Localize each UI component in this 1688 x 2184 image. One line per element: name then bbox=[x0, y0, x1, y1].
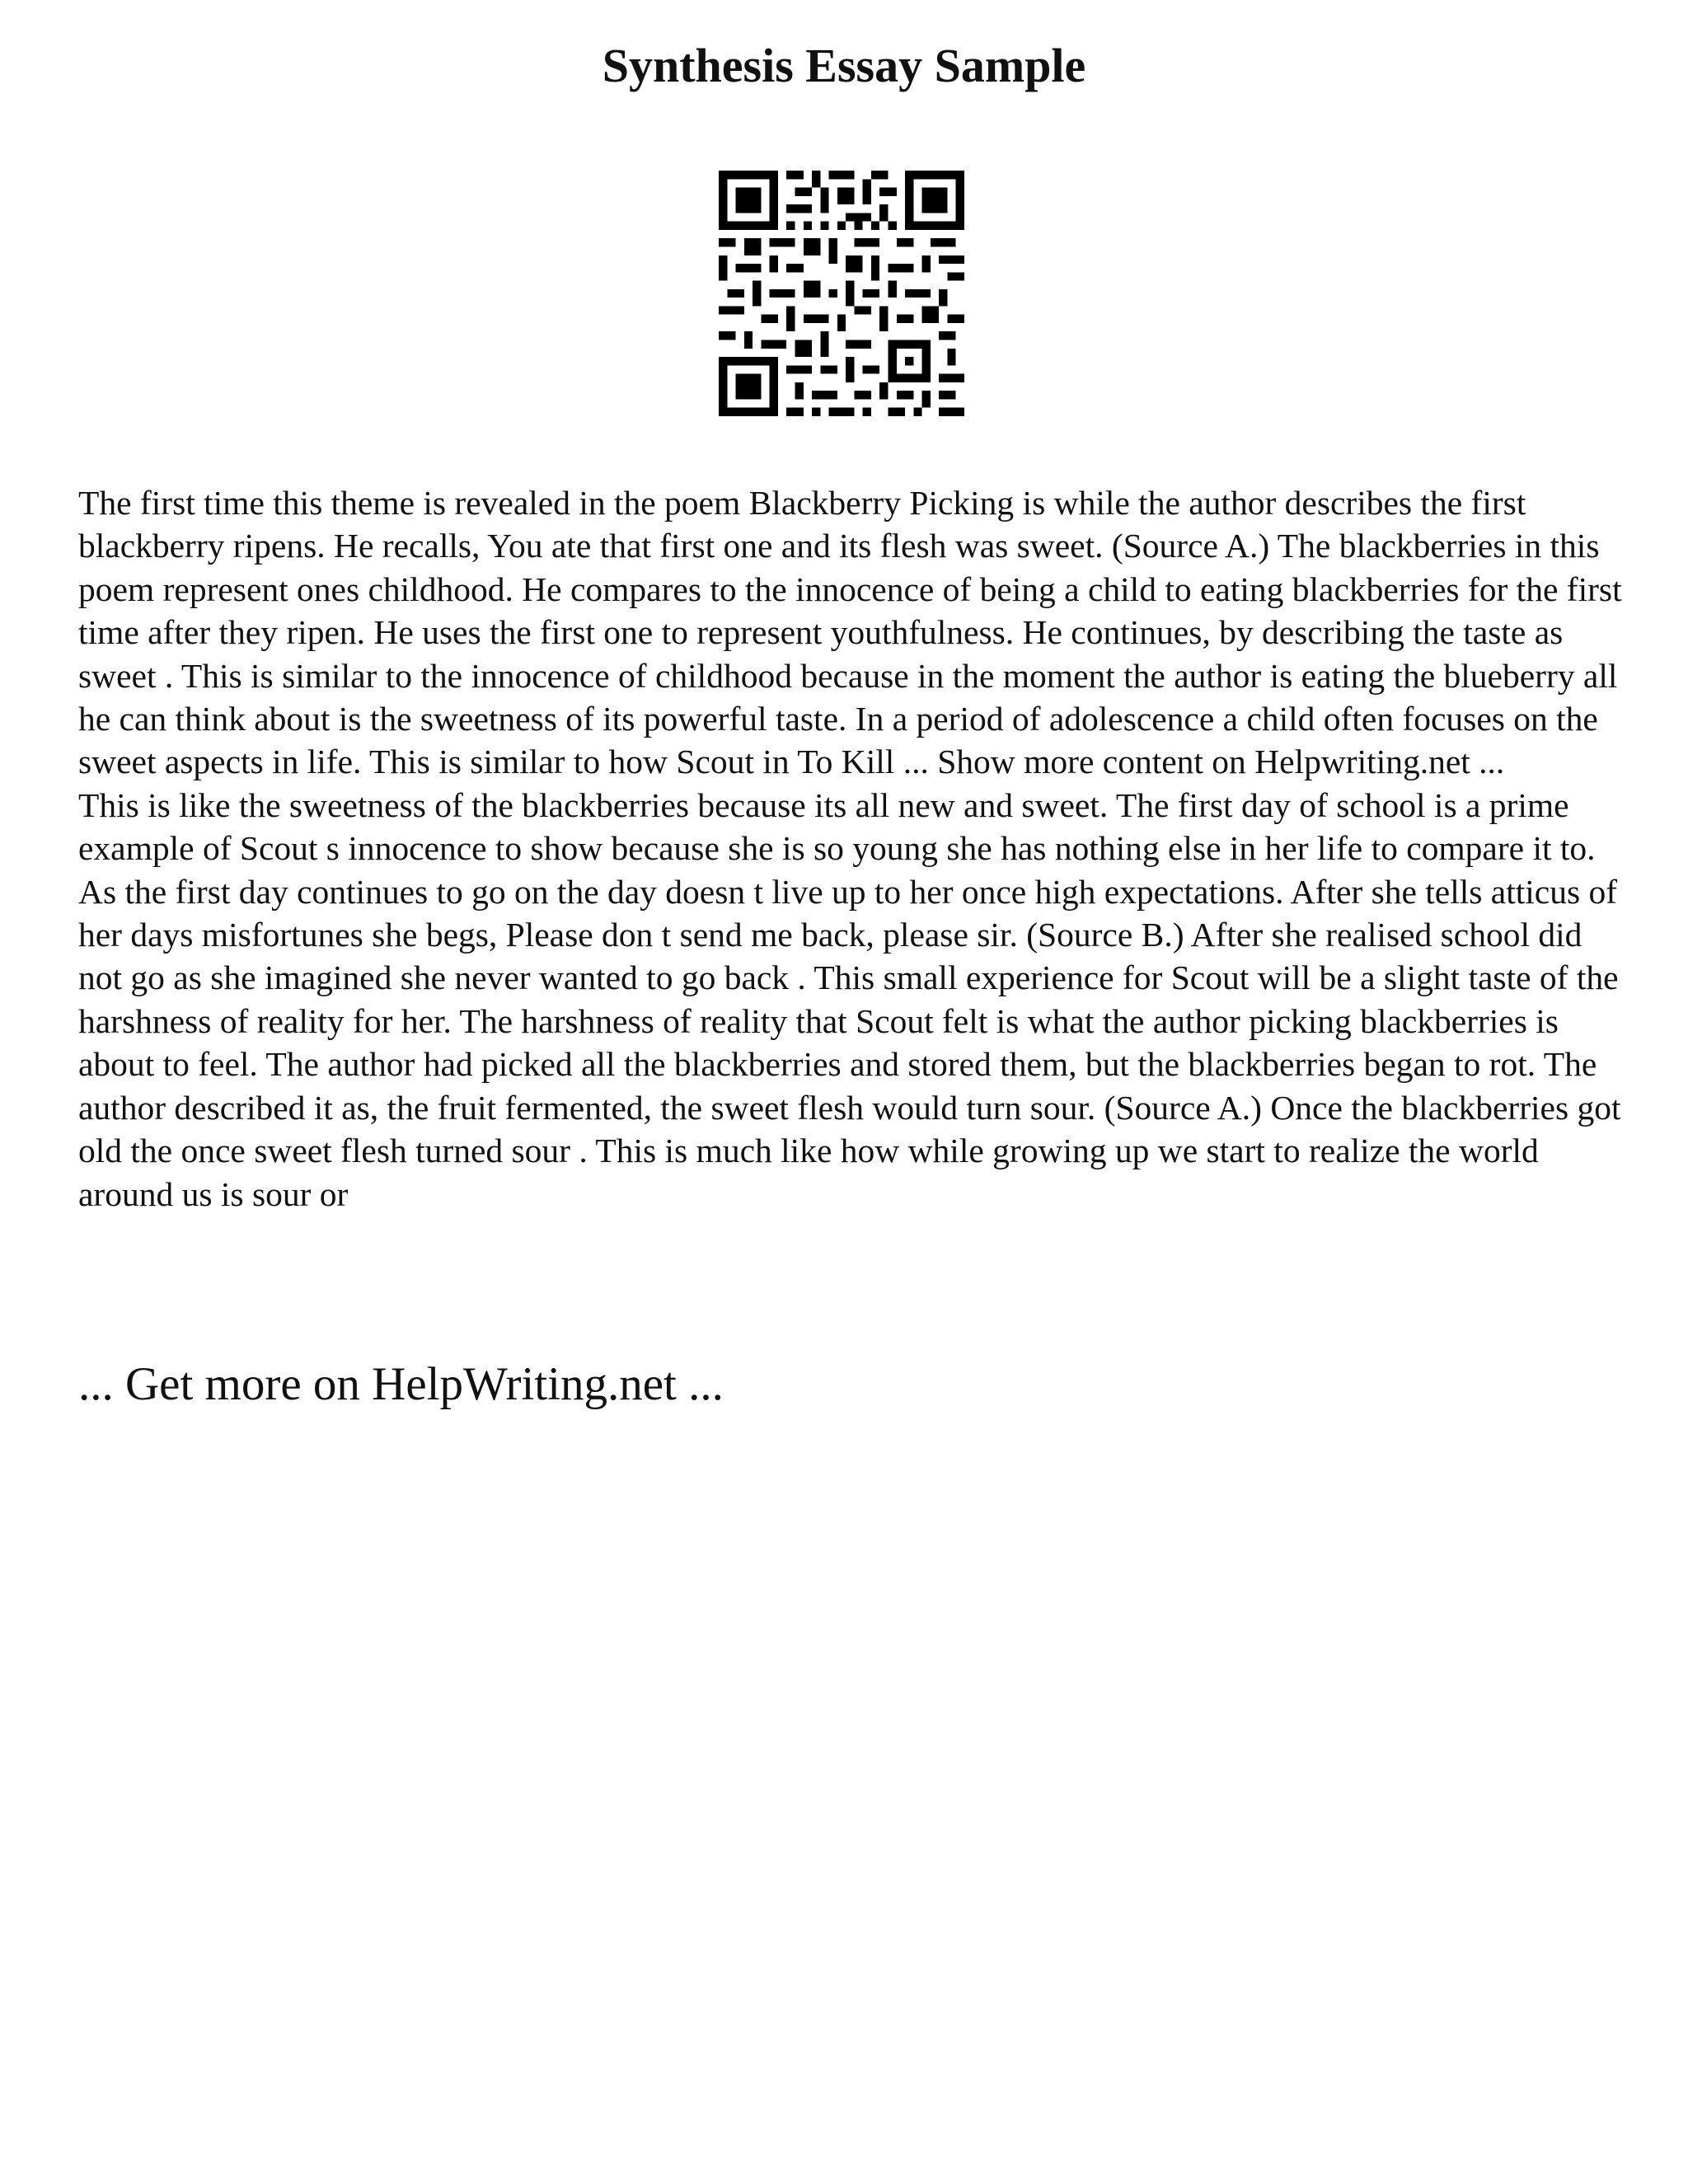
essay-body bbox=[78, 481, 1628, 1216]
qr-code-icon[interactable] bbox=[719, 171, 964, 416]
essay-paragraph: This is like the sweetness of the blackberries because its all new and sweet. The first day of school is a prime example of Scout s innocence to show because she is so young she has nothing else in her life to compare it to. As the first day continues to go on the day doesn t live up to her once high expectations. After she tells atticus of her days misfortunes she begs, Please don t send me back, please sir. (Source B.) After she realised school did not go as she imagined she never wanted to go back . This small experience for Scout will be a slight taste of the harshness of reality for her. The harshness of reality that Scout felt is what the author picking blackberries is about to feel. The author had picked all the blackberries and stored them, but the blackberries began to rot. The author described it as, the fruit fermented, the sweet flesh would turn sour. (Source A.) Once the blackberries got old the once sweet flesh turned sour . This is much like how while growing up we start to realize the world around us is sour or bbox=[78, 785, 1621, 1213]
essay-paragraph: The first time this theme is revealed in the poem Blackberry Picking is while the author describes the first blackberry ripens. He recalls, You ate that first one and its flesh was sweet. (Source A.) The blackberries in this poem represent ones childhood. He compares to the innocence of being a child to eating blackberries for the first time after they ripen. He uses the first one to represent youthfulness. He continues, by describing the taste as sweet . This is similar to the innocence of childhood because in the moment the author is eating the blueberry all he can think about is the sweetness of its powerful taste. In a period of adolescence a child often focuses on the sweet aspects in life. This is similar to how Scout in To Kill ... Show more content on Helpwriting.net ... bbox=[78, 484, 1622, 781]
page-title: Synthesis Essay Sample bbox=[602, 39, 1086, 92]
get-more-link[interactable]: ... Get more on HelpWriting.net ... bbox=[78, 1358, 724, 1410]
